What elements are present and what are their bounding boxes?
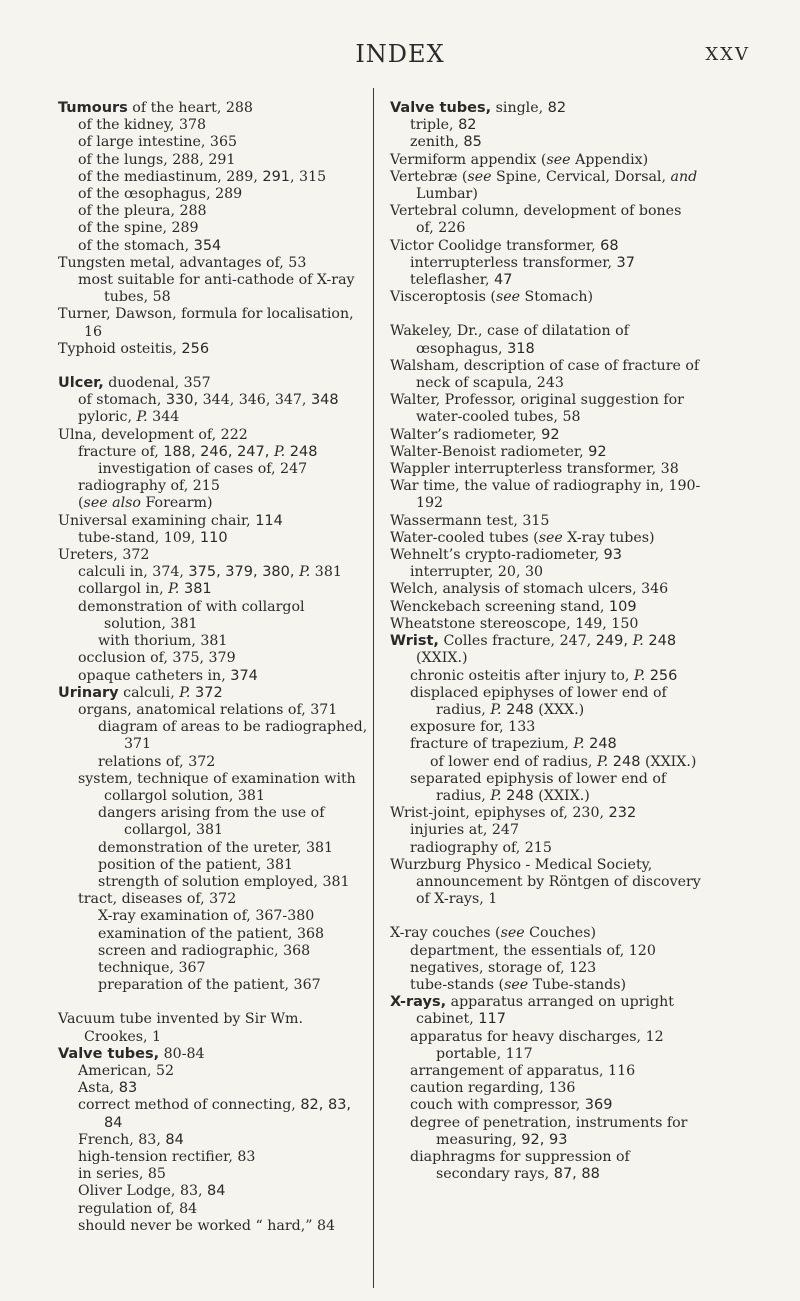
page-ref-bold: 92, 93	[521, 1131, 568, 1148]
page-ref-bold: 87, 88	[553, 1166, 600, 1183]
entry-text: radiography of, 215	[410, 839, 552, 856]
italic-text: P.	[136, 409, 148, 426]
entry-text: Couches)	[524, 925, 597, 942]
entry-headword: Ulcer,	[58, 375, 104, 392]
entry-text: couch with compressor,	[410, 1097, 585, 1114]
entry-headword: Valve tubes,	[58, 1045, 160, 1062]
entry-text: preparation of the patient, 367	[98, 977, 321, 994]
index-entry	[390, 169, 702, 203]
page-ref-bold: 84	[165, 1131, 184, 1148]
italic-text: see	[467, 168, 492, 185]
page-ref-bold: 249,	[595, 633, 633, 650]
entry-text: (XXIX.)	[416, 650, 468, 667]
entry-text: examination of the patient, 368	[98, 925, 325, 942]
index-entry	[58, 547, 370, 564]
index-subentry	[58, 1063, 370, 1080]
entry-text: diaphragms for suppression of secondary rays,	[410, 1148, 630, 1183]
index-subentry	[390, 272, 702, 289]
page-ref-bold: 47	[494, 272, 513, 289]
index-subentry	[58, 117, 370, 134]
index-entry	[390, 289, 702, 306]
index-subentry	[58, 926, 370, 943]
entry-text: Visceroptosis (	[390, 289, 496, 306]
column-divider	[373, 88, 374, 1288]
index-subentry	[58, 169, 370, 186]
entry-text: Colles fracture, 247,	[438, 633, 596, 650]
entry-text: Asta,	[78, 1080, 119, 1097]
entry-text: Tube-stands)	[528, 976, 627, 993]
entry-text: duodenal, 357	[103, 375, 211, 392]
entry-text: pyloric,	[78, 409, 137, 426]
entry-text: (XXIX.)	[533, 787, 590, 804]
entry-text: Wappler interrupterless transformer, 38	[390, 461, 679, 478]
index-subentry	[390, 1063, 702, 1080]
index-column-right	[390, 100, 702, 1183]
index-subentry	[58, 392, 370, 409]
italic-text: P.	[632, 633, 644, 650]
entry-text: of the mediastinum, 289,	[78, 168, 263, 185]
page-ref-bold: 93	[603, 547, 622, 564]
entry-text: Vacuum tube invented by Sir Wm. Crookes, 1	[58, 1011, 304, 1045]
page-ref-bold: 232	[608, 805, 637, 822]
entry-headword: Urinary	[58, 684, 119, 701]
entry-text: Vermiform appendix (	[390, 151, 547, 168]
entry-text: collargol in,	[78, 581, 169, 598]
entry-text: injuries at, 247	[410, 822, 519, 839]
page-ref-bold: 256	[645, 667, 678, 684]
section-gap	[58, 994, 370, 1011]
entry-text: of lower end of radius,	[430, 753, 597, 770]
index-subentry	[390, 134, 702, 151]
index-entry	[390, 599, 702, 616]
entry-text: radiography of, 215	[78, 478, 220, 495]
page-number: XXV	[705, 44, 750, 65]
entry-text: demonstration of the ureter, 381	[98, 839, 334, 856]
index-subentry	[58, 1080, 370, 1097]
italic-text: see	[538, 529, 563, 546]
index-subentry	[58, 186, 370, 203]
page-ref-bold: 188, 246, 247,	[163, 443, 274, 460]
index-subentry	[58, 771, 370, 805]
entry-text: apparatus arranged on upright cabinet,	[416, 994, 674, 1028]
page-ref-bold: 318	[507, 340, 535, 357]
page-ref-bold: 114	[255, 512, 283, 529]
entry-text: calculi in, 374,	[78, 564, 189, 581]
entry-text: should never be worked “ hard,” 84	[78, 1217, 336, 1234]
index-subentry	[58, 874, 370, 891]
entry-text: Spine, Cervical, Dorsal,	[491, 168, 671, 185]
page-ref-bold: 82	[458, 117, 477, 134]
index-subentry	[58, 891, 370, 908]
page-ref-bold: 109	[608, 598, 637, 615]
page-ref-bold: 381	[179, 581, 212, 598]
page-ref-bold: 248	[584, 736, 617, 753]
italic-text: P.	[273, 443, 286, 460]
italic-text: see	[546, 151, 571, 168]
entry-text: demonstration of with collargol solution, 381	[78, 598, 305, 632]
index-subentry	[58, 134, 370, 151]
entry-text: most suitable for anti-cathode of X-ray tubes, 58	[78, 272, 355, 306]
index-subentry	[390, 822, 702, 839]
index-subentry	[58, 1149, 370, 1166]
section-gap	[58, 358, 370, 375]
entry-text: (XXIX.)	[640, 753, 697, 770]
entry-text: Tungsten metal, advantages of, 53	[58, 254, 307, 271]
index-entry	[390, 513, 702, 530]
entry-text: X-ray couches (	[390, 925, 501, 942]
entry-text: War time, the value of radiography in, 190-192	[390, 478, 701, 512]
page-ref-bold: 117	[478, 1011, 506, 1028]
index-subentry	[390, 1115, 702, 1149]
index-entry	[390, 581, 702, 598]
entry-text: exposure for, 133	[410, 719, 536, 736]
page-ref-bold: 92	[541, 426, 560, 443]
entry-text: diagram of areas to be radiographed, 371	[98, 719, 368, 753]
index-entry	[390, 203, 702, 237]
entry-text: Ulna, development of, 222	[58, 426, 248, 443]
entry-text: Victor Coolidge transformer,	[390, 237, 601, 254]
index-entry	[58, 427, 370, 444]
entry-text: Wassermann test, 315	[390, 512, 550, 529]
index-subentry	[390, 564, 702, 581]
entry-text: department, the essentials of, 120	[410, 942, 656, 959]
entry-text: of the heart, 288	[127, 100, 253, 116]
page-ref-bold: 291	[262, 168, 291, 185]
index-subentry	[390, 771, 702, 805]
page-ref-bold: 354	[193, 237, 222, 254]
index-subentry	[390, 1029, 702, 1063]
italic-text: P.	[168, 581, 180, 598]
entry-text: degree of penetration, instruments for measuring,	[410, 1114, 688, 1148]
entry-text: zenith,	[410, 134, 464, 151]
entry-text: fracture of,	[78, 443, 164, 460]
index-subentry	[58, 702, 370, 719]
index-subentry	[58, 1183, 370, 1200]
entry-text: 344	[147, 409, 180, 426]
index-subentry	[390, 117, 702, 134]
italic-text: see	[500, 925, 525, 942]
entry-text: Stomach)	[520, 289, 594, 306]
index-entry	[58, 685, 370, 702]
entry-text: occlusion of, 375, 379	[78, 650, 236, 667]
entry-text: negatives, storage of, 123	[410, 959, 597, 976]
page-ref-bold: 68	[600, 237, 619, 254]
index-subentry	[58, 668, 370, 685]
italic-text: P.	[633, 667, 646, 684]
entry-text: tube-stand, 109,	[78, 529, 200, 546]
index-subentry	[58, 220, 370, 237]
entry-text: of the spine, 289	[78, 220, 199, 237]
entry-headword: Tumours	[58, 100, 128, 116]
entry-text: technique, 367	[98, 959, 206, 976]
page-ref-bold: 84	[207, 1183, 226, 1200]
italic-text: P.	[490, 787, 502, 804]
entry-text: with thorium, 381	[98, 633, 228, 650]
index-entry	[390, 358, 702, 392]
entry-text: tube-stands (	[410, 976, 505, 993]
index-entry	[390, 994, 702, 1028]
index-subentry	[58, 1201, 370, 1218]
index-subentry	[58, 719, 370, 753]
index-entry	[58, 513, 370, 530]
entry-text: interrupterless transformer,	[410, 254, 617, 271]
index-subentry	[390, 685, 702, 719]
page-ref-bold: 82, 83, 84	[104, 1097, 352, 1131]
index-subentry	[390, 255, 702, 272]
index-subentry	[58, 1132, 370, 1149]
entry-text: Wheatstone stereoscope, 149, 150	[390, 615, 639, 632]
index-entry	[58, 341, 370, 358]
entry-text: correct method of connecting,	[78, 1097, 301, 1114]
index-subentry	[58, 908, 370, 925]
index-subentry	[58, 203, 370, 220]
entry-text: (	[78, 495, 84, 512]
entry-text: dangers arising from the use of collargol, 381	[98, 805, 325, 839]
italic-text: and	[670, 168, 698, 185]
entry-text: opaque catheters in,	[78, 667, 231, 684]
entry-text: of the stomach,	[78, 237, 194, 254]
index-subentry	[58, 943, 370, 960]
index-subentry	[58, 461, 370, 478]
entry-text: Typhoid osteitis,	[58, 340, 182, 357]
index-subentry	[390, 960, 702, 977]
entry-text: of the œsophagus, 289	[78, 186, 243, 203]
entry-text: Wehnelt’s crypto-radiometer,	[390, 547, 604, 564]
index-subentry	[58, 840, 370, 857]
index-subentry	[390, 736, 702, 753]
entry-text: of the lungs, 288, 291	[78, 151, 236, 168]
page-ref-bold: 248	[285, 443, 318, 460]
index-subentry	[58, 238, 370, 255]
index-subentry	[58, 409, 370, 426]
page-ref-bold: 248	[501, 787, 534, 804]
entry-text: fracture of trapezium,	[410, 736, 574, 753]
index-subentry	[58, 633, 370, 650]
index-entry	[390, 323, 702, 357]
index-entry	[58, 255, 370, 272]
entry-text: Lumbar)	[416, 186, 478, 203]
index-subentry	[58, 1218, 370, 1235]
entry-text: of stomach,	[78, 392, 166, 409]
entry-text: Vertebræ (	[390, 168, 468, 185]
index-subentry	[58, 152, 370, 169]
index-subentry	[390, 840, 702, 857]
entry-text: screen and radiographic, 368	[98, 942, 311, 959]
entry-text: Welch, analysis of stomach ulcers, 346	[390, 581, 669, 598]
entry-text: X-ray tubes)	[562, 529, 655, 546]
index-subentry	[58, 495, 370, 512]
page-title: INDEX	[355, 40, 445, 68]
index-subentry	[58, 478, 370, 495]
entry-text: high-tension rectifier, 83	[78, 1148, 256, 1165]
entry-text: arrangement of apparatus, 116	[410, 1062, 636, 1079]
italic-text: see also	[83, 495, 141, 512]
page-ref-bold: 248	[608, 753, 641, 770]
page-ref-bold: 248	[501, 701, 534, 718]
index-subentry	[58, 599, 370, 633]
entry-text: chronic osteitis after injury to,	[410, 667, 634, 684]
page-ref-bold: 374	[230, 667, 258, 684]
index-entry	[390, 461, 702, 478]
italic-text: see	[504, 976, 529, 993]
page-ref-bold: 248	[643, 633, 677, 650]
entry-text: X-ray examination of, 367-380	[98, 908, 315, 925]
section-gap	[390, 306, 702, 323]
index-entry	[390, 805, 702, 822]
entry-text: Wrist-joint, epiphyses of, 230,	[390, 805, 609, 822]
index-subentry	[390, 668, 702, 685]
entry-text: Wenckebach screening stand,	[390, 598, 609, 615]
index-entry	[58, 1011, 370, 1045]
entry-headword: Valve tubes,	[390, 100, 492, 116]
index-entry	[58, 375, 370, 392]
page-ref-bold: 372	[190, 684, 223, 701]
entry-text: Walter-Benoist radiometer,	[390, 443, 589, 460]
entry-text: Universal examining chair,	[58, 512, 256, 529]
entry-text: Wakeley, Dr., case of dilatation of œsophagus,	[390, 323, 629, 357]
index-column-left	[58, 100, 370, 1235]
index-entry	[390, 427, 702, 444]
entry-text: Vertebral column, development of bones of, 226	[390, 203, 682, 237]
index-subentry	[390, 1097, 702, 1114]
index-subentry	[58, 754, 370, 771]
index-entry	[390, 392, 702, 426]
index-subentry	[390, 1080, 702, 1097]
page-ref-bold: 369	[584, 1097, 613, 1114]
page-ref-bold: 37	[616, 254, 635, 271]
index-subentry	[58, 581, 370, 598]
entry-text: calculi,	[118, 684, 180, 701]
index-entry	[390, 152, 702, 169]
page-ref-bold: 85	[463, 134, 482, 151]
index-entry	[390, 925, 702, 942]
italic-text: see	[495, 289, 521, 306]
index-subentry	[390, 977, 702, 994]
entry-text: organs, anatomical relations of, 371	[78, 701, 338, 718]
entry-text: system, technique of examination with collargol solution, 381	[78, 770, 356, 804]
index-subentry	[58, 805, 370, 839]
entry-text: separated epiphysis of lower end of radius,	[410, 770, 667, 804]
index-entry	[390, 857, 702, 909]
index-subentry	[58, 650, 370, 667]
index-subentry	[58, 564, 370, 581]
index-entry	[390, 616, 702, 633]
index-subentry	[390, 943, 702, 960]
page-ref-bold: 83	[118, 1080, 138, 1097]
index-entry	[58, 306, 370, 340]
index-subentry	[390, 719, 702, 736]
entry-text: Walter, Professor, original suggestion for water-cooled tubes, 58	[390, 392, 684, 426]
entry-headword: X-rays,	[390, 994, 447, 1011]
index-subentry	[58, 1097, 370, 1131]
entry-text: Water-cooled tubes (	[390, 529, 539, 546]
entry-text: investigation of cases of, 247	[98, 461, 308, 478]
entry-text: interrupter, 20, 30	[410, 564, 544, 581]
entry-text: (XXX.)	[533, 701, 585, 718]
index-subentry	[58, 272, 370, 306]
index-entry	[390, 478, 702, 512]
italic-text: P.	[596, 753, 609, 770]
entry-text: Forearm)	[140, 495, 213, 512]
index-entry	[390, 547, 702, 564]
italic-text: P.	[573, 736, 585, 753]
section-gap	[390, 908, 702, 925]
italic-text: P.	[179, 684, 191, 701]
entry-text: position of the patient, 381	[98, 856, 294, 873]
entry-text: of the pleura, 288	[78, 203, 207, 220]
index-subentry	[58, 857, 370, 874]
index-entry	[390, 100, 702, 117]
page-header	[0, 40, 800, 74]
index-subentry	[58, 960, 370, 977]
entry-text: caution regarding, 136	[410, 1080, 576, 1097]
entry-text: Wurzburg Physico - Medical Society, announcement by Röntgen of discovery of X-rays, 1	[390, 856, 701, 908]
entry-text: 381	[310, 564, 342, 581]
entry-text: Walter’s radiometer,	[390, 426, 542, 443]
index-subentry	[58, 530, 370, 547]
page-ref-bold: 82	[547, 100, 567, 116]
page-ref-bold: 110	[199, 529, 228, 546]
index-entry	[390, 530, 702, 547]
index-entry	[58, 100, 370, 117]
entry-text: of large intestine, 365	[78, 134, 237, 151]
page-ref-bold: 330,	[165, 392, 199, 409]
entry-text: relations of, 372	[98, 753, 216, 770]
entry-text: Turner, Dawson, formula for localisation, 16	[58, 306, 354, 340]
entry-text: regulation of, 84	[78, 1200, 198, 1217]
entry-text: displaced epiphyses of lower end of radius,	[410, 684, 667, 718]
entry-text: triple,	[410, 117, 459, 134]
index-entry	[58, 1046, 370, 1063]
index-entry	[390, 633, 702, 667]
entry-text: French, 83,	[78, 1131, 166, 1148]
index-subentry	[58, 1166, 370, 1183]
entry-text: American, 52	[78, 1062, 175, 1079]
entry-text: strength of solution employed, 381	[98, 873, 350, 890]
entry-text: Ureters, 372	[58, 547, 150, 564]
entry-text: Oliver Lodge, 83,	[78, 1183, 208, 1200]
entry-text: , 315	[290, 168, 327, 185]
index-subentry	[58, 977, 370, 994]
entry-text: 80-84	[159, 1045, 205, 1062]
index-entry	[390, 444, 702, 461]
entry-text: of the kidney, 378	[78, 117, 207, 134]
page-ref-bold: 92	[588, 443, 607, 460]
entry-text: apparatus for heavy discharges, 12 portable, 117	[410, 1028, 664, 1062]
page-ref-bold: 375, 379, 380,	[188, 564, 300, 581]
entry-text: in series, 85	[78, 1166, 166, 1183]
entry-text: teleflasher,	[410, 272, 495, 289]
italic-text: P.	[299, 564, 311, 581]
index-subentry	[390, 754, 702, 771]
entry-headword: Wrist,	[390, 633, 439, 650]
index-subentry	[390, 1149, 702, 1183]
entry-text: single,	[491, 100, 548, 116]
index-entry	[390, 238, 702, 255]
entry-text: tract, diseases of, 372	[78, 891, 237, 908]
page-ref-bold: 348	[310, 392, 339, 409]
entry-text: Appendix)	[570, 151, 649, 168]
entry-text: 344, 346, 347,	[198, 392, 311, 409]
entry-text: Walsham, description of case of fracture of neck of scapula, 243	[390, 357, 700, 392]
page-ref-bold: 256	[181, 340, 210, 357]
index-subentry	[58, 444, 370, 461]
italic-text: P.	[490, 701, 502, 718]
